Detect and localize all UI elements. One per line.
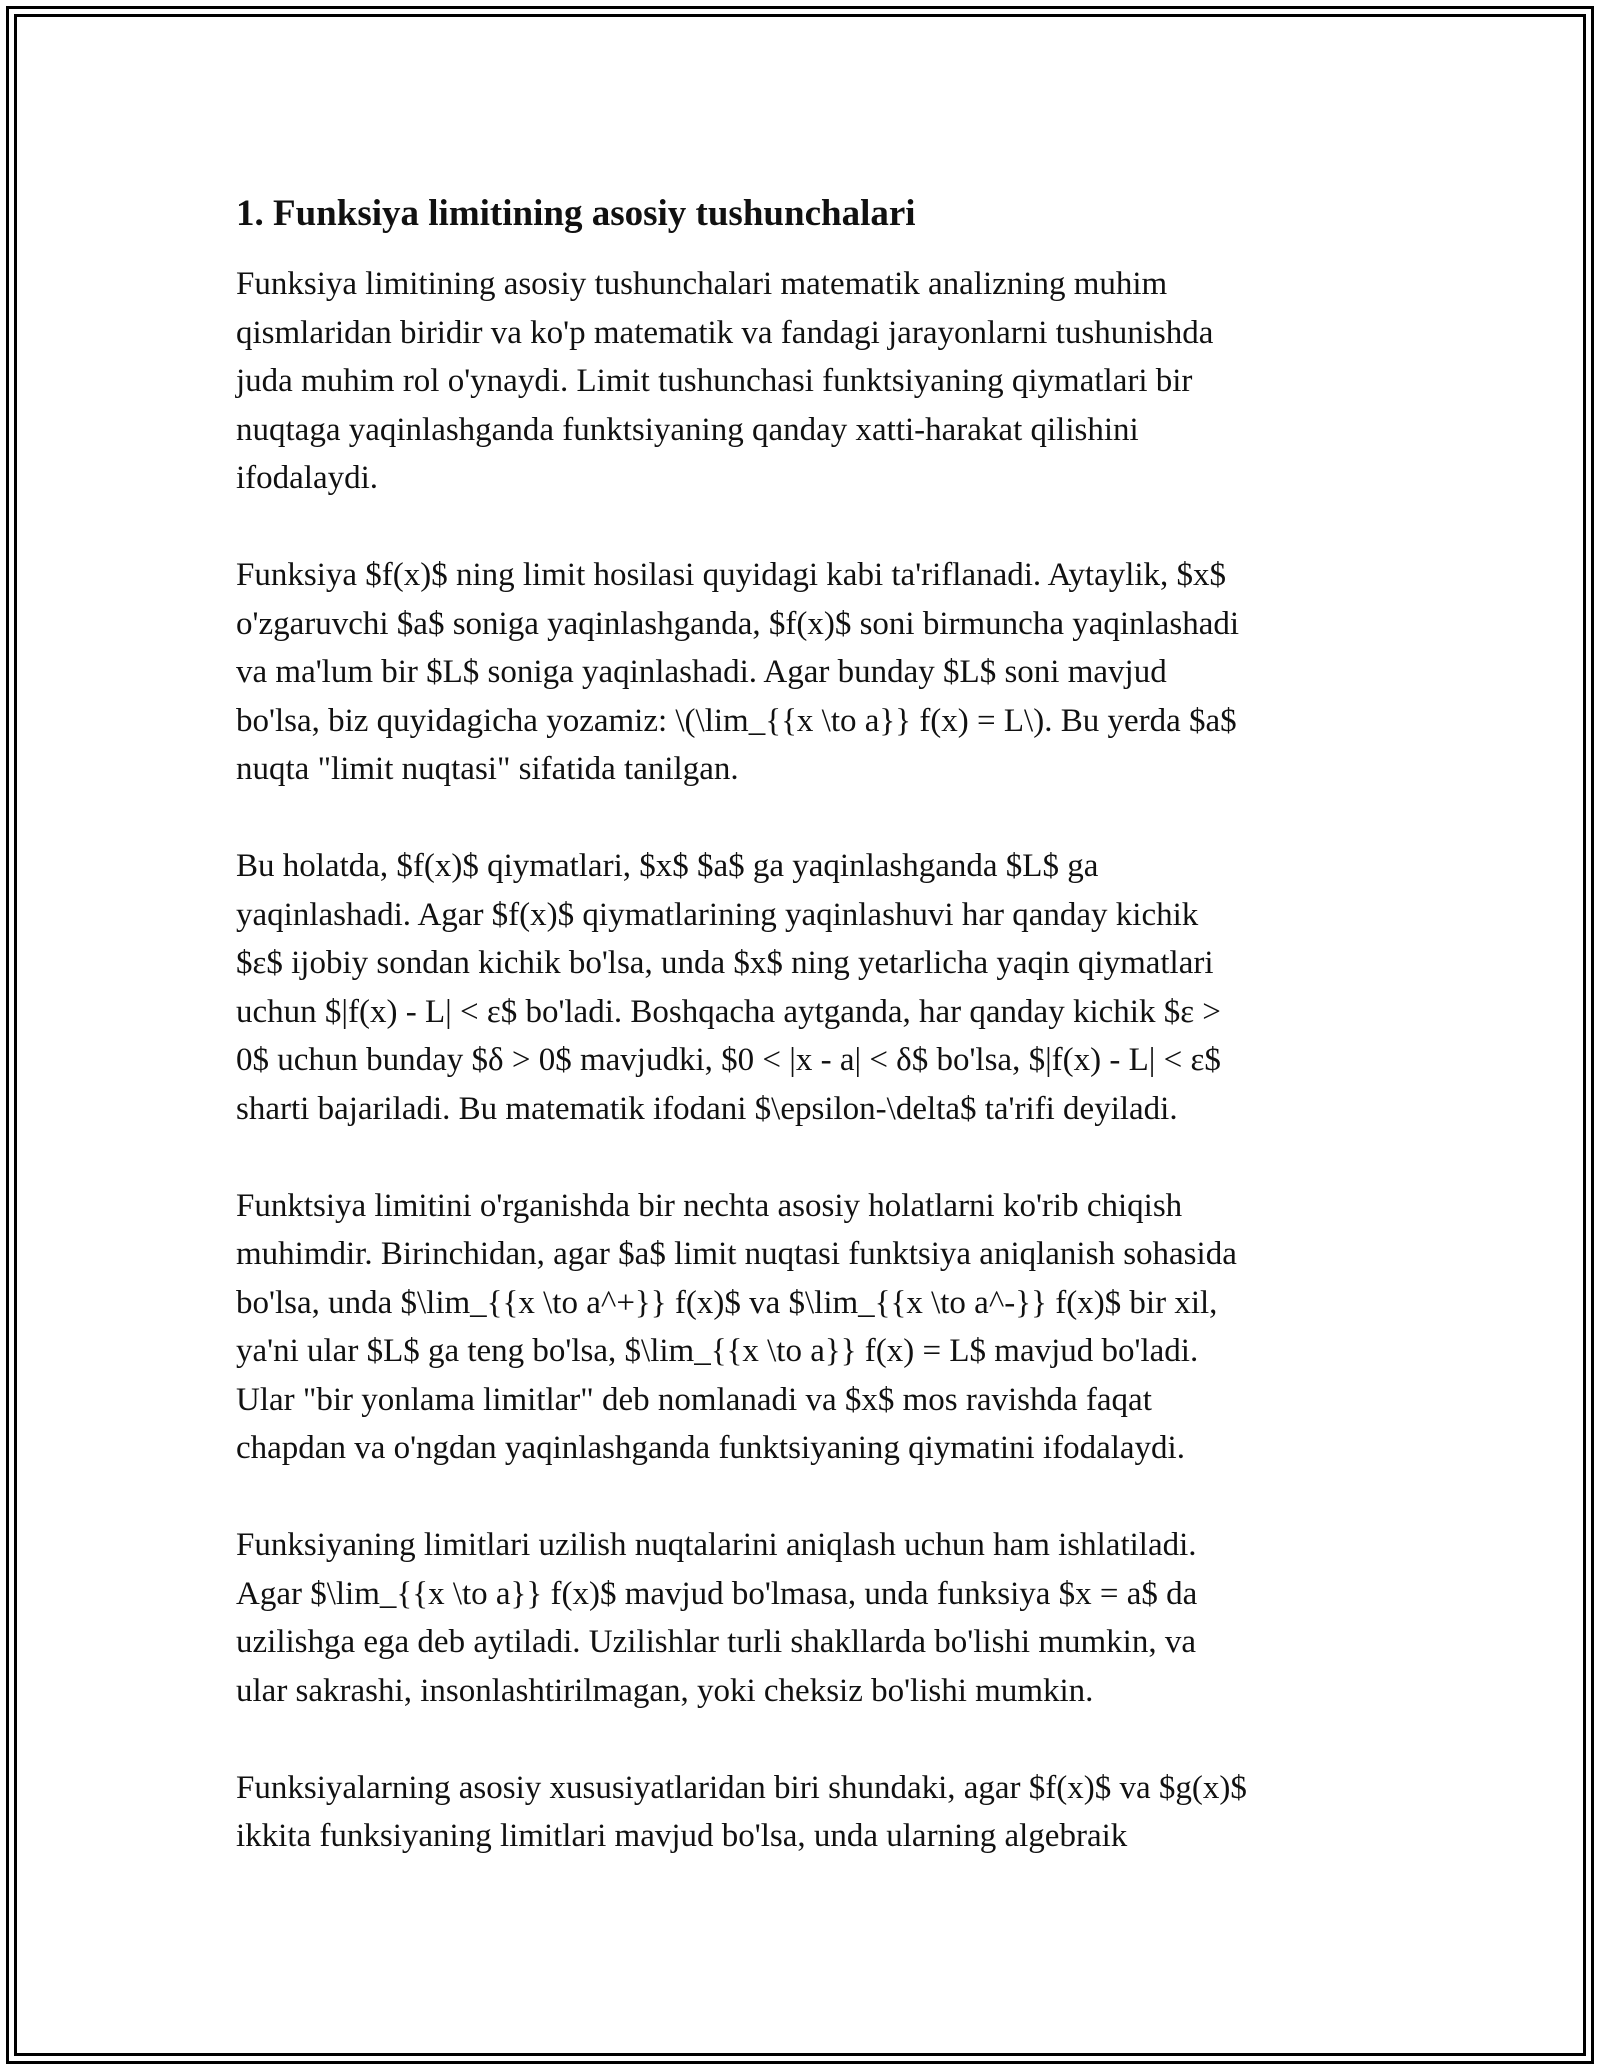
- paragraph-discontinuities: Funksiyaning limitlari uzilish nuqtalarini aniqlash uchun ham ishlatiladi. Agar $\lim_{{x \to a}} f(x)$ mavjud bo'lmasa, unda funksiya $x = a$ da uzilishga ega deb aytiladi. Uzilishlar turli shakllarda bo'lishi mumkin, va ular sakrashi, insonlashtirilmagan, yoki cheksiz bo'lishi mumkin.: [236, 1527, 1198, 1709]
- paragraph-one-sided-limits: Funktsiya limitini o'rganishda bir nechta asosiy holatlarni ko'rib chiqish muhimdir. Birinchidan, agar $a$ limit nuqtasi funktsiya aniqlanish sohasida bo'lsa, unda $\lim_{{x \to a^+}} f(x)$ va $\lim_{{x \to a^-}} f(x)$ bir xil, ya'ni ular $L$ ga teng bo'lsa, $\lim_{{x \to a}} f(x) = L$ mavjud bo'ladi. Ular "bir yonlama limitlar" deb nomlanadi va $x$ mos ravishda faqat chapdan va o'ngdan yaqinlashganda funktsiyaning qiymatini ifodalaydi.: [236, 1187, 1237, 1466]
- paragraph-intro: Funksiya limitining asosiy tushunchalari matematik analizning muhim qismlaridan biridir va ko'p matematik va fandagi jarayonlarni tushunishda juda muhim rol o'ynaydi. Limit tushunchasi funktsiyaning qiymatlari bir nuqtaga yaqinlashganda funktsiyaning qanday xatti-harakat qilishini ifodalaydi.: [236, 266, 1214, 496]
- paragraph-limit-definition: Funksiya $f(x)$ ning limit hosilasi quyidagi kabi ta'riflanadi. Aytaylik, $x$ o'zgaruvchi $a$ soniga yaqinlashganda, $f(x)$ soni birmuncha yaqinlashadi va ma'lum bir $L$ soniga yaqinlashadi. Agar bunday $L$ soni mavjud bo'lsa, biz quyidagicha yozamiz: \(\lim_{{x \to a}} f(x) = L\). Bu yerda $a$ nuqta "limit nuqtasi" sifatida tanilgan.: [236, 557, 1240, 787]
- section-heading: 1. Funksiya limitining asosiy tushunchalari: [236, 193, 916, 234]
- paragraph-algebraic-properties: Funksiyalarning asosiy xususiyatlaridan biri shundaki, agar $f(x)$ va $g(x)$ ikkita funksiyaning limitlari mavjud bo'lsa, unda ularning algebraik: [236, 1769, 1247, 1854]
- paragraph-epsilon-delta: Bu holatda, $f(x)$ qiymatlari, $x$ $a$ ga yaqinlashganda $L$ ga yaqinlashadi. Agar $f(x)$ qiymatlarining yaqinlashuvi har qanday kichik $ε$ ijobiy sondan kichik bo'lsa, unda $x$ ning yetarlicha yaqin qiymatlari uchun $|f(x) - L| < ε$ bo'ladi. Boshqacha aytganda, har qanday kichik $ε > 0$ uchun bunday $δ > 0$ mavjudki, $0 < |x - a| < δ$ bo'lsa, $|f(x) - L| < ε$ sharti bajariladi. Bu matematik ifodani $\epsilon-\delta$ ta'rifi deyiladi.: [236, 848, 1221, 1127]
- document-body: [236, 188, 1376, 1861]
